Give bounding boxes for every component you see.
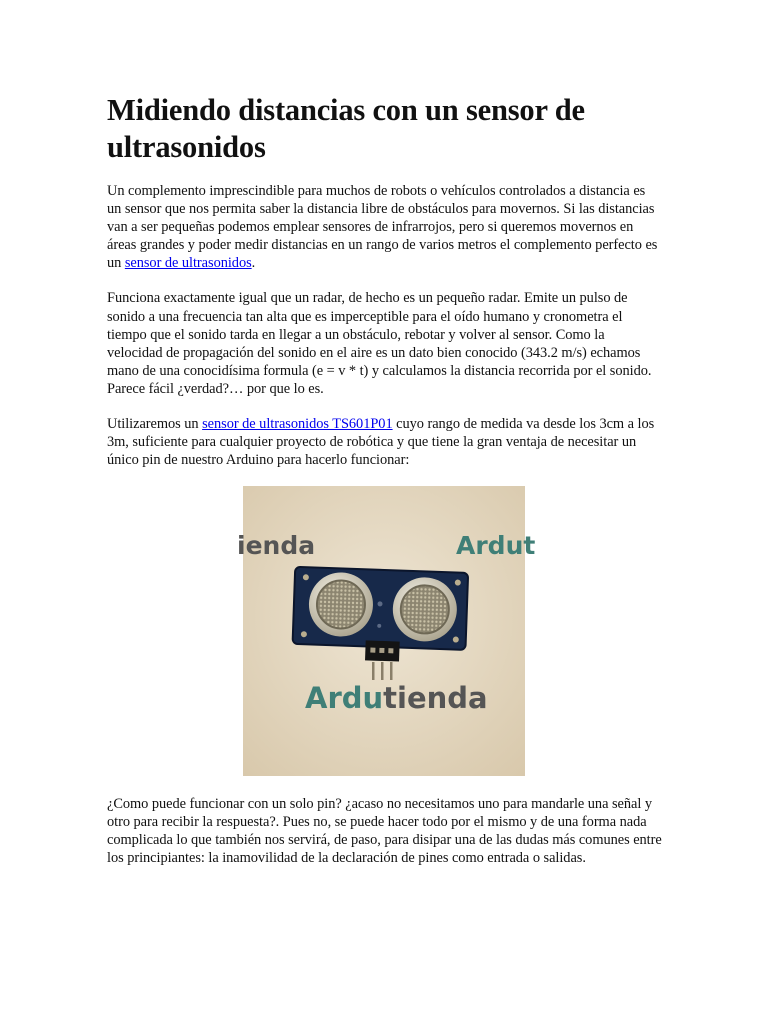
article [107,92,662,486]
photo-brand-logo [305,681,488,715]
photo-watermark-right: Ardut [456,531,536,560]
paragraph-intro-end: . [251,255,256,272]
page-title: Midiendo distancias con un sensor de ultrasonidos [107,93,585,164]
photo-watermark-left: ienda [237,531,316,560]
paragraph-intro [107,182,662,272]
paragraph-ts601p01 [107,415,662,469]
paragraph-ts601p01-end: cuyo rango de medida va desde los 3cm a los 3m, suficiente para cualquier proyecto de robótica y que tiene la gran ventaja de necesitar un único pin de nuestro Arduino para hacerlo funcionar: [107,416,655,469]
paragraph-single-pin: ¿Como puede funcionar con un solo pin? ¿acaso no necesitamos uno para mandarle una señal y otro para recibir la respuesta?. Pues no, se puede hacer todo por el mismo y de una forma nada complicada lo que también nos servirá, de paso, para disipar una de las dudas más comunes entre los principiantes: la inamovilidad de la declaración de pines como entrada o salidas. [107,796,662,867]
paragraph-ts601p01-start: Utilizaremos un [107,416,203,433]
sensor-photo [237,486,536,776]
article-continued [107,795,662,884]
paragraph-radar: Funciona exactamente igual que un radar, de hecho es un pequeño radar. Emite un pulso de sonido a una frecuencia tan alta que es imperceptible para el oído humano y cronometra el tiempo que el sonido tarda en llegar a un obstáculo, rebotar y volver al sensor. Como la velocidad de propagación del sonido en el aire es un dato bien conocido (343.2 m/s) echamos mano de una conocidísima formula (e = v * t) y calculamos la distancia recorrida por el sonido. Parece fácil ¿verdad?… por que lo es. [107,290,652,397]
paragraph-intro-text: Un complemento imprescindible para muchos de robots o vehículos controlados a distancia es un sensor que nos permita saber la distancia libre de obstáculos para movernos. Si las distancias van a ser pequeñas podemos emplear sensores de infrarrojos, pero si queremos movernos en áreas grandes y poder medir distancias en un rango de varios metros el complemento perfecto es un [107,183,658,272]
photo-brand-part1: Ardu [305,681,384,715]
link-sensor-ultrasonidos[interactable]: sensor de ultrasonidos [124,255,252,272]
photo-brand-part2: tienda [383,681,488,715]
link-sensor-ts601p01[interactable]: sensor de ultrasonidos TS601P01 [202,416,393,433]
